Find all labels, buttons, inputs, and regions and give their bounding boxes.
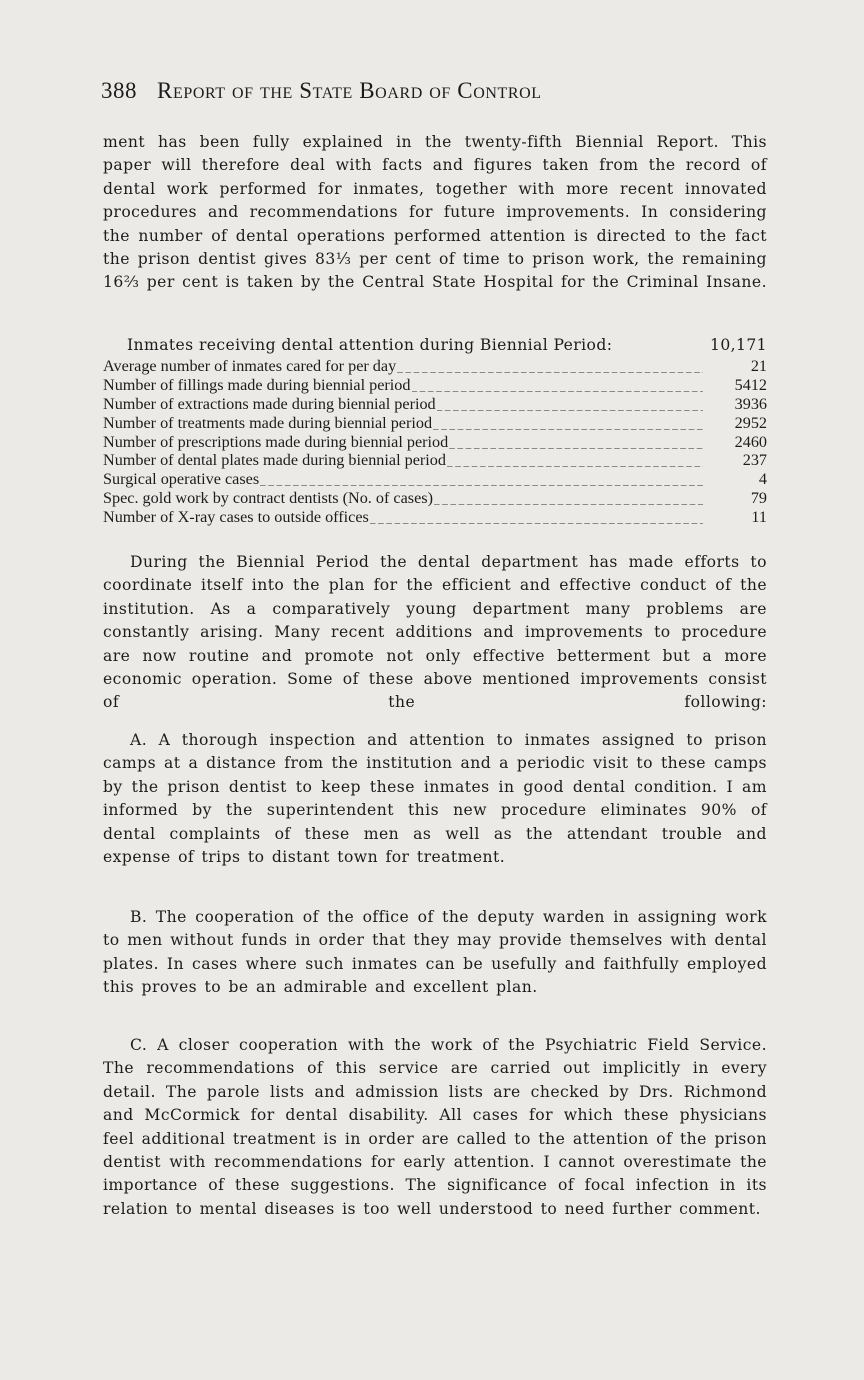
stats-row-value: 237 xyxy=(742,451,767,470)
stats-row-value: 11 xyxy=(751,508,767,527)
stats-row-value: 5412 xyxy=(734,375,767,394)
leader-dots xyxy=(370,508,703,527)
stats-row xyxy=(103,357,767,376)
stats-row-label: Number of extractions made during biennial period xyxy=(103,394,436,413)
stats-row xyxy=(103,433,767,452)
stats-row-value: 3936 xyxy=(734,394,767,413)
stats-row-label: Number of prescriptions made during biennial period xyxy=(103,432,449,451)
stats-row xyxy=(103,470,767,489)
stats-heading xyxy=(103,334,767,357)
stats-row xyxy=(103,376,767,395)
paragraph-intro: ment has been fully explained in the twenty-fifth Biennial Report. This paper will therefore deal with facts and figures taken from the record of dental work performed for inmates, together with more recent innovated procedures and recommendations for future improvements. In considering the number of dental operations performed attention is directed to the fact the prison dentist gives 83⅓ per cent of time to prison work, the remaining 16⅔ per cent is taken by the Central State Hospital for the Criminal Insane. xyxy=(103,133,767,292)
stats-row-value: 21 xyxy=(750,357,767,375)
paragraph-item-a: A. A thorough inspection and attention to inmates assigned to prison camps at a distance from the institution and a periodic visit to these camps by the prison dentist to keep these inmates in good dental condition. I am informed by the superintendent this new procedure eliminates 90% of dental complaints of these men as well as the attendant trouble and expense of trips to distant town for treatment. xyxy=(103,731,767,867)
stats-row-label: Number of treatments made during biennial period xyxy=(103,413,433,432)
stats-row xyxy=(103,395,767,414)
leader-dots xyxy=(447,451,703,470)
stats-row xyxy=(103,451,767,470)
paragraph-item-c: C. A closer cooperation with the work of the Psychiatric Field Service. The recommendations of this service are carried out implicitly in every detail. The parole lists and admission lists are checked by Drs. Richmond and McCormick for dental disability. All cases for which these physicians feel additional treatment is in order are called to the attention of the prison dentist with recommendations for early attention. I cannot overestimate the importance of these suggestions. The significance of focal infection in its relation to mental diseases is too well understood to need further comment. xyxy=(103,1036,767,1218)
leader-dots xyxy=(434,489,703,508)
leader-dots xyxy=(433,414,703,433)
running-header xyxy=(101,78,701,110)
stats-row-label: Number of fillings made during biennial period xyxy=(103,375,411,394)
stats-row xyxy=(103,489,767,508)
leader-dots xyxy=(397,357,703,376)
stats-row xyxy=(103,508,767,527)
stats-row-label: Surgical operative cases xyxy=(103,470,260,489)
leader-dots xyxy=(449,433,703,452)
stats-row-value: 2952 xyxy=(734,413,767,432)
stats-row-value: 79 xyxy=(750,489,767,508)
stats-row-value: 2460 xyxy=(734,432,767,451)
stats-row-label: Spec. gold work by contract dentists (No. of cases) xyxy=(103,489,433,508)
stats-row-label: Average number of inmates cared for per day xyxy=(103,357,397,375)
leader-dots xyxy=(260,470,703,489)
leader-dots xyxy=(437,395,703,414)
stats-row-label: Number of X-ray cases to outside offices xyxy=(103,508,369,527)
stats-row-label: Number of dental plates made during biennial period xyxy=(103,451,446,470)
stats-heading-label: Inmates receiving dental attention during Biennial Period: xyxy=(127,336,613,354)
paragraph-item-b: B. The cooperation of the office of the deputy warden in assigning work to men without funds in order that they may provide themselves with dental plates. In cases where such inmates can be usefully and faithfully employed this proves to be an admirable and excellent plan. xyxy=(103,908,767,997)
page-number: 388 xyxy=(101,78,137,103)
stats-heading-value: 10,171 xyxy=(710,336,767,354)
stats-row xyxy=(103,414,767,433)
dental-stats-table xyxy=(103,357,767,527)
running-title: Report of the State Board of Control xyxy=(157,78,542,103)
leader-dots xyxy=(412,376,704,395)
paragraph-biennial-period: During the Biennial Period the dental department has made efforts to coordinate itself into the plan for the efficient and effective conduct of the institution. As a comparatively young department many problems are constantly arising. Many recent additions and improvements to procedure are now routine and promote not only effective betterment but a more economic operation. Some of these above mentioned improvements consist of the following: xyxy=(103,553,767,712)
stats-row-value: 4 xyxy=(758,470,767,489)
